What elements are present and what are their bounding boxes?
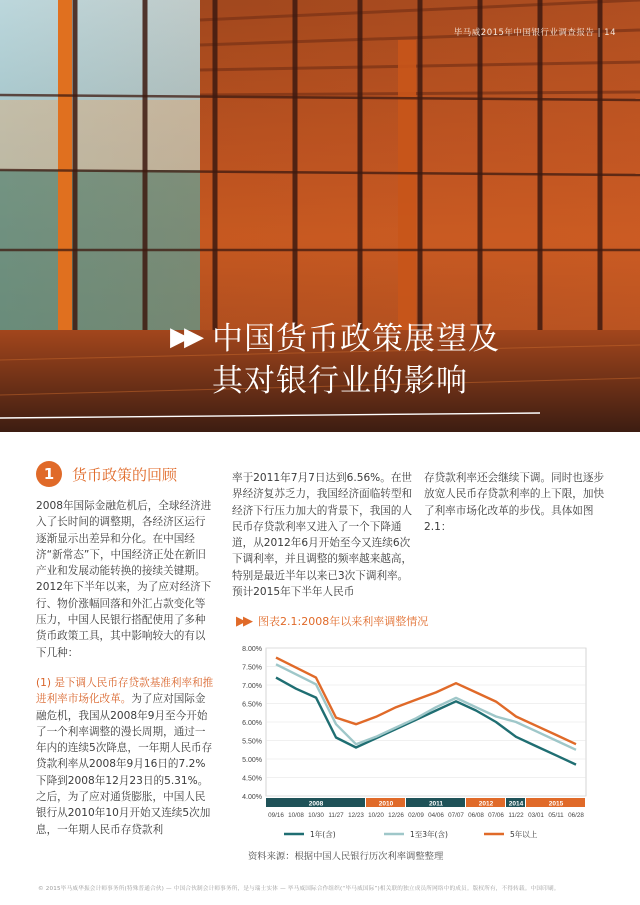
paragraph-col3: 存贷款利率还会继续下调。同时也逐步放宽人民币存贷款利率的上下限，加快了利率市场化改革的步伐。具体如图2.1： (424, 472, 605, 533)
x-tick-label: 07/06 (488, 812, 504, 819)
report-header: 毕马威2015年中国银行业调查报告 | 14 (453, 28, 616, 38)
paragraph-col2: 率于2011年7月7日达到6.56%。在世界经济复苏乏力，我国经济面临转型和经济下行压力加大的背景下，我国的人民币存贷款利率又进入了一个下降通道，从2012年6月开始至今又连续6次下调利率，并且调整的频率越来越高，特别是最近半年以来已3次下调利率。预计2015年下半年人民币 (232, 472, 413, 599)
double-arrow-icon: ▶▶ (170, 322, 198, 352)
chart-title: 图表2.1:2008年以来利率调整情况 (258, 615, 429, 628)
title-line-2: 其对银行业的影响 (212, 363, 468, 399)
legend-label-2: 1至3年(含) (410, 830, 448, 839)
x-tick-label: 10/30 (308, 812, 324, 819)
x-tick-label: 09/16 (268, 812, 284, 819)
legend-label-3: 5年以上 (510, 830, 538, 839)
x-tick-label: 02/09 (408, 812, 424, 819)
year-band-label: 2015 (548, 800, 564, 808)
paragraph-rates (36, 675, 216, 838)
title-line-1: 中国货币政策展望及 (212, 321, 500, 357)
x-tick-label: 05/11 (548, 812, 564, 819)
year-band-label: 2008 (308, 800, 324, 808)
y-tick-label: 4.00% (242, 794, 262, 801)
double-arrow-icon: ▶▶ (236, 613, 250, 629)
text-column-1 (36, 498, 216, 838)
x-tick-label: 12/23 (348, 812, 364, 819)
y-tick-label: 8.00% (242, 646, 262, 653)
text-column-2 (232, 470, 414, 600)
y-tick-label: 4.50% (242, 775, 262, 783)
footer-copyright: © 2015毕马威华振会计师事务所(特殊普通合伙) — 中国合伙制会计师事务所，是与瑞士实体 — 毕马威国际合作组织(“毕马威国际”)相关联的独立成员所网络中的成员。版权所有，不得转载。中国印刷。 (38, 886, 560, 892)
year-band-label: 2011 (428, 800, 444, 808)
x-tick-label: 07/07 (448, 812, 464, 819)
y-tick-label: 7.50% (242, 664, 262, 672)
y-tick-label: 6.50% (242, 701, 262, 709)
section-number-badge: 1 (36, 461, 62, 487)
y-tick-label: 5.50% (242, 738, 262, 746)
chart-heading (236, 613, 428, 629)
interest-rate-line-chart (230, 636, 600, 842)
page-title (170, 318, 500, 402)
paragraph-rates-highlight: (1) 是下调人民币存贷款基准利率和推进利率市场化改革。 (36, 676, 214, 706)
series-line-3 (276, 658, 576, 745)
paragraph-rates-body: 为了应对国际金融危机，我国从2008年9月至今开始了一个利率调整的漫长周期，通过一年内的连续5次降息，一年期人民币存贷款利率从2008年9月16日的7.2%下降到2008年12月23日的5.31%。之后，为了应对通货膨胀，中国人民银行从2010年10月开始又连续5次加息，一年期人民币存贷款利 (36, 693, 213, 836)
text-column-3 (424, 470, 606, 535)
chart-source-note: 资料来源：根据中国人民银行历次利率调整整理 (248, 851, 444, 862)
section-heading (36, 461, 177, 487)
year-band-label: 2010 (378, 800, 394, 808)
y-tick-label: 5.00% (242, 757, 262, 764)
legend-label-1: 1年(含) (310, 830, 336, 839)
x-tick-label: 06/08 (468, 812, 484, 819)
paragraph-intro: 2008年国际金融危机后，全球经济进入了长时间的调整期，各经济区运行逐渐显示出差异和分化。在中国经济“新常态”下，中国经济正处在新旧产业和发展动能转换的接续关键期。2012年下半年以来，为了应对经济下行、物价涨幅回落和外汇占款变化等压力，中国人民银行搭配使用了多种货币政策工具，其中影响较大的有以下几种： (36, 500, 212, 659)
year-band-label: 2014 (508, 800, 524, 808)
hero-photo (0, 0, 640, 432)
x-tick-label: 03/01 (528, 812, 544, 819)
year-band-label: 2012 (478, 800, 494, 808)
x-tick-label: 10/08 (288, 812, 304, 819)
x-tick-label: 04/06 (428, 812, 444, 819)
x-tick-label: 11/27 (328, 812, 344, 819)
section-title: 货币政策的回顾 (72, 465, 178, 484)
x-tick-label: 06/28 (568, 812, 584, 819)
x-tick-label: 12/26 (388, 812, 404, 819)
x-tick-label: 11/22 (508, 812, 524, 819)
series-line-1 (276, 678, 576, 765)
x-tick-label: 10/20 (368, 812, 384, 819)
y-tick-label: 7.00% (242, 683, 262, 690)
y-tick-label: 6.00% (242, 720, 262, 727)
